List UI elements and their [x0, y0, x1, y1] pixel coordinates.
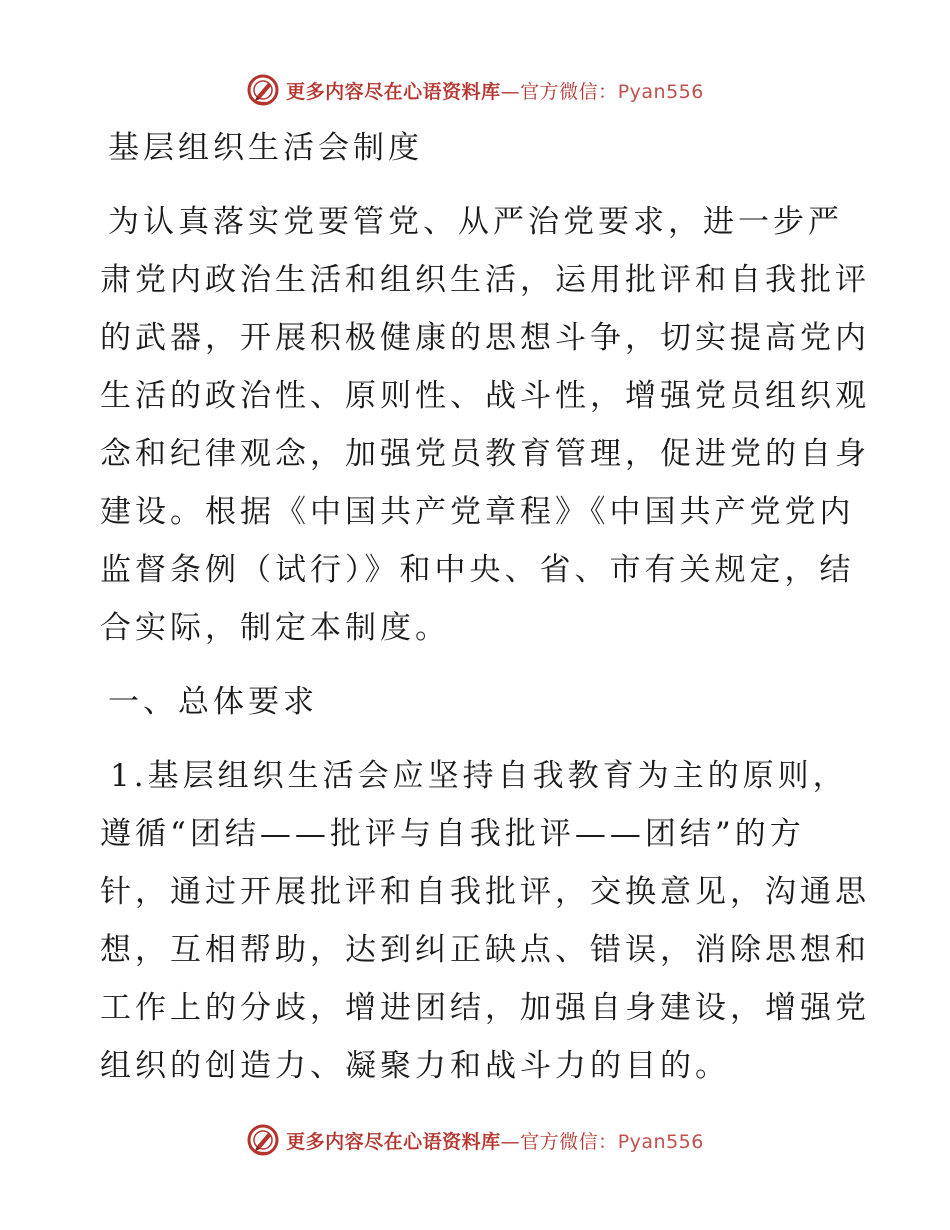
item-line: 想，互相帮助，达到纠正缺点、错误，消除思想和	[100, 932, 870, 968]
watermark-main: 更多内容尽在心语资料库	[286, 1130, 501, 1153]
document-title: 基层组织生活会制度	[108, 130, 423, 166]
intro-line: 肃党内政治生活和组织生活，运用批评和自我批评	[100, 262, 870, 298]
watermark-id: Pyan556	[617, 80, 704, 103]
item-line: 遵循“团结——批评与自我批评——团结”的方	[100, 816, 805, 852]
watermark-dash: —	[500, 1130, 521, 1153]
watermark-suffix: 官方微信：	[520, 80, 618, 103]
watermark-suffix: 官方微信：	[520, 1130, 618, 1153]
intro-line: 为认真落实党要管党、从严治党要求，进一步严	[108, 204, 843, 240]
intro-line: 建设。根据《中国共产党章程》《中国共产党党内	[100, 494, 855, 530]
intro-line: 念和纪律观念，加强党员教育管理，促进党的自身	[100, 436, 870, 472]
watermark-text	[286, 77, 704, 104]
item-line: 工作上的分歧，增进团结，加强自身建设，增强党	[100, 990, 870, 1026]
watermark-dash: —	[500, 80, 521, 103]
item-line: 1.基层组织生活会应坚持自我教育为主的原则，	[110, 758, 848, 794]
watermark-main: 更多内容尽在心语资料库	[286, 80, 501, 103]
intro-line: 合实际，制定本制度。	[100, 610, 450, 646]
intro-line: 的武器，开展积极健康的思想斗争，切实提高党内	[100, 320, 870, 356]
pen-nib-logo-icon	[246, 73, 280, 107]
pen-nib-logo-icon	[246, 1123, 280, 1157]
item-line: 组织的创造力、凝聚力和战斗力的目的。	[100, 1048, 730, 1084]
intro-line: 生活的政治性、原则性、战斗性，增强党员组织观	[100, 378, 870, 414]
item-line: 针，通过开展批评和自我批评，交换意见，沟通思	[100, 874, 870, 910]
watermark-text	[286, 1127, 704, 1154]
footer-watermark	[0, 1120, 950, 1160]
intro-line: 监督条例（试行）》和中央、省、市有关规定，结	[100, 552, 855, 588]
watermark-id: Pyan556	[617, 1130, 704, 1153]
header-watermark	[0, 70, 950, 110]
section-heading: 一、总体要求	[108, 684, 318, 720]
